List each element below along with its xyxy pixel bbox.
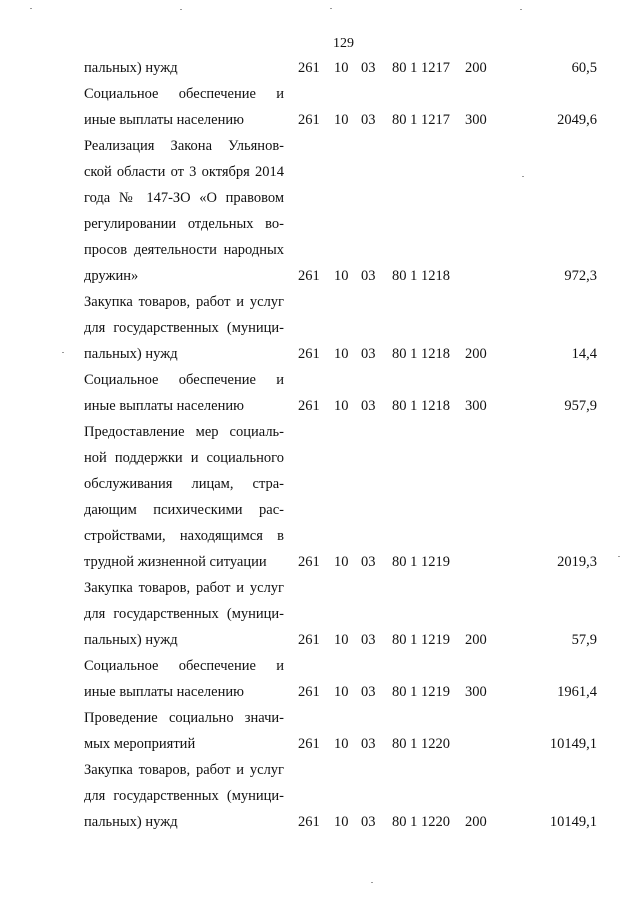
grbs-code: 261 — [298, 684, 320, 700]
subsection-code: 03 — [361, 554, 376, 570]
table-row — [84, 653, 604, 705]
table-row — [84, 419, 604, 575]
subsection-code: 03 — [361, 398, 376, 414]
subsection-code: 03 — [361, 736, 376, 752]
expense-type-code: 300 — [465, 684, 487, 700]
subsection-code: 03 — [361, 268, 376, 284]
grbs-code: 261 — [298, 554, 320, 570]
description-line: просов деятельности народных — [84, 242, 284, 258]
grbs-code: 261 — [298, 632, 320, 648]
scan-speck — [180, 9, 182, 10]
description-line: для государственных (муници- — [84, 606, 284, 622]
subsection-code: 03 — [361, 112, 376, 128]
expense-type-code: 200 — [465, 346, 487, 362]
description-line: ной поддержки и социального — [84, 450, 284, 466]
row-codes — [84, 627, 604, 653]
subsection-code: 03 — [361, 684, 376, 700]
row-codes — [84, 263, 604, 289]
amount: 957,9 — [564, 398, 597, 414]
scan-speck — [30, 8, 32, 9]
target-article-code: 80 1 1219 — [392, 684, 450, 700]
description-line: иные выплаты населению — [84, 684, 244, 700]
amount: 10149,1 — [549, 814, 597, 830]
description-line: дружин» — [84, 268, 139, 284]
target-article-code: 80 1 1218 — [392, 268, 450, 284]
grbs-code: 261 — [298, 346, 320, 362]
grbs-code: 261 — [298, 814, 320, 830]
description-line: для государственных (муници- — [84, 320, 284, 336]
scan-speck — [618, 556, 620, 557]
table-row — [84, 705, 604, 757]
amount: 14,4 — [571, 346, 597, 362]
grbs-code: 261 — [298, 398, 320, 414]
row-codes — [84, 55, 604, 81]
section-code: 10 — [334, 398, 349, 414]
amount: 60,5 — [571, 60, 597, 76]
grbs-code: 261 — [298, 112, 320, 128]
target-article-code: 80 1 1217 — [392, 112, 450, 128]
table-row — [84, 757, 604, 835]
description-line: регулировании отдельных во- — [84, 216, 284, 232]
description-line: Реализация Закона Ульянов- — [84, 138, 284, 154]
amount: 10149,1 — [549, 736, 597, 752]
section-code: 10 — [334, 112, 349, 128]
scan-speck — [520, 9, 522, 10]
description-line: Закупка товаров, работ и услуг — [84, 580, 284, 596]
row-codes — [84, 809, 604, 835]
table-row — [84, 367, 604, 419]
row-codes — [84, 341, 604, 367]
description-line: пальных) нужд — [84, 632, 178, 648]
expense-type-code: 300 — [465, 398, 487, 414]
description-line: Социальное обеспечение и — [84, 658, 284, 674]
grbs-code: 261 — [298, 268, 320, 284]
section-code: 10 — [334, 814, 349, 830]
table-row — [84, 133, 604, 289]
description-line: пальных) нужд — [84, 60, 178, 76]
amount: 57,9 — [571, 632, 597, 648]
description-line: обслуживания лицам, стра- — [84, 476, 284, 492]
amount: 2019,3 — [557, 554, 597, 570]
section-code: 10 — [334, 554, 349, 570]
section-code: 10 — [334, 736, 349, 752]
target-article-code: 80 1 1218 — [392, 398, 450, 414]
description-line: Предоставление мер социаль- — [84, 424, 284, 440]
description-line: дающим психическими рас- — [84, 502, 284, 518]
description-line: Закупка товаров, работ и услуг — [84, 762, 284, 778]
section-code: 10 — [334, 632, 349, 648]
description-line: иные выплаты населению — [84, 398, 244, 414]
subsection-code: 03 — [361, 814, 376, 830]
row-codes — [84, 549, 604, 575]
amount: 2049,6 — [557, 112, 597, 128]
description-line: года № 147-ЗО «О правовом — [84, 190, 284, 206]
section-code: 10 — [334, 684, 349, 700]
table-row — [84, 575, 604, 653]
target-article-code: 80 1 1220 — [392, 736, 450, 752]
description-line: Закупка товаров, работ и услуг — [84, 294, 284, 310]
expense-type-code: 200 — [465, 60, 487, 76]
description-line: пальных) нужд — [84, 814, 178, 830]
description-line: Социальное обеспечение и — [84, 86, 284, 102]
description-line: мых мероприятий — [84, 736, 196, 752]
row-codes — [84, 731, 604, 757]
target-article-code: 80 1 1219 — [392, 554, 450, 570]
expense-type-code: 300 — [465, 112, 487, 128]
target-article-code: 80 1 1219 — [392, 632, 450, 648]
subsection-code: 03 — [361, 346, 376, 362]
table-row — [84, 289, 604, 367]
row-codes — [84, 107, 604, 133]
table-row — [84, 81, 604, 133]
row-codes — [84, 679, 604, 705]
scan-speck — [522, 176, 524, 177]
description-line: для государственных (муници- — [84, 788, 284, 804]
description-line: пальных) нужд — [84, 346, 178, 362]
grbs-code: 261 — [298, 736, 320, 752]
description-line: Проведение социально значи- — [84, 710, 284, 726]
subsection-code: 03 — [361, 632, 376, 648]
target-article-code: 80 1 1217 — [392, 60, 450, 76]
scan-speck — [371, 882, 373, 883]
amount: 972,3 — [564, 268, 597, 284]
section-code: 10 — [334, 60, 349, 76]
scan-speck — [330, 8, 332, 9]
table-row — [84, 55, 604, 81]
grbs-code: 261 — [298, 60, 320, 76]
section-code: 10 — [334, 268, 349, 284]
target-article-code: 80 1 1220 — [392, 814, 450, 830]
target-article-code: 80 1 1218 — [392, 346, 450, 362]
row-codes — [84, 393, 604, 419]
amount: 1961,4 — [557, 684, 597, 700]
description-line: стройствами, находящимся в — [84, 528, 284, 544]
description-line: иные выплаты населению — [84, 112, 244, 128]
description-line: Социальное обеспечение и — [84, 372, 284, 388]
subsection-code: 03 — [361, 60, 376, 76]
expense-type-code: 200 — [465, 814, 487, 830]
scan-speck — [62, 352, 64, 353]
expense-type-code: 200 — [465, 632, 487, 648]
description-line: ской области от 3 октября 2014 — [84, 164, 284, 180]
page-number: 129 — [333, 36, 354, 51]
description-line: трудной жизненной ситуации — [84, 554, 267, 570]
section-code: 10 — [334, 346, 349, 362]
